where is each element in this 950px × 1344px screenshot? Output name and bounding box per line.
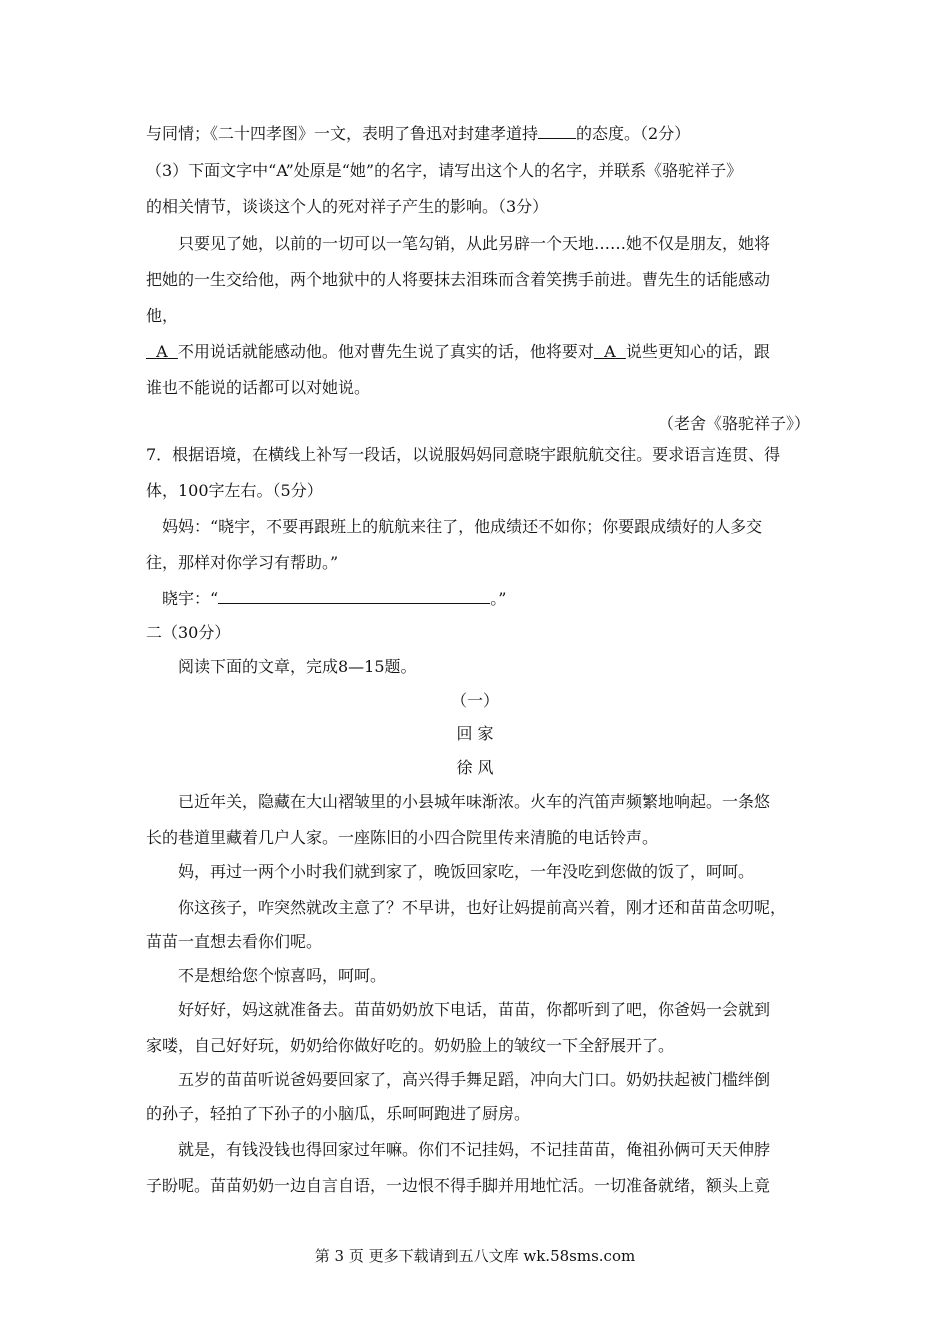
excerpt-line: 他， [146,306,179,325]
text-line: 的相关情节，谈谈这个人的死对祥子产生的影响。（3分） [146,197,549,216]
question-3: （3）下面文字中“A”处原是“她”的名字，请写出这个人的名字，并联系《骆驼祥子》 [146,161,743,180]
excerpt-source: （老舍《骆驼祥子》） [657,414,810,433]
article-line: 不是想给您个惊喜吗，呵呵。 [178,966,387,985]
dialogue-line: 往，那样对你学习有帮助。” [146,553,339,572]
section-heading: 二（30分） [146,623,231,642]
article-line: 妈，再过一两个小时我们就到家了，晚饭回家吃，一年没吃到您做的饭了，呵呵。 [178,862,755,881]
dialogue-line: 妈妈：“晓宇，不要再跟班上的航航来往了，他成绩还不如你；你要跟成绩好的人多交 [162,517,763,536]
article-line: 已近年关，隐藏在大山褶皱里的小县城年味渐浓。火车的汽笛声频繁地响起。一条悠 [178,792,771,811]
answer-blank[interactable] [218,588,490,604]
article-line: 苗苗一直想去看你们呢。 [146,932,323,951]
article-line: 长的巷道里藏着几户人家。一座陈旧的小四合院里传来清脆的电话铃声。 [146,828,659,847]
excerpt-line: 把她的一生交给他，两个地狱中的人将要抹去泪珠而含着笑携手前进。曹先生的话能感动 [146,270,771,289]
part-label: （一） [450,691,499,710]
text-line: 与同情；《二十四孝图》一文，表明了鲁迅对封建孝道持 的态度。（2分） [146,124,691,143]
article-line: 好好好，妈这就准备去。苗苗奶奶放下电话，苗苗，你都听到了吧，你爸妈一会就到 [178,1000,771,1019]
answer-line: 晓宇：“ 。” [162,589,507,608]
article-line: 子盼呢。苗苗奶奶一边自言自语，一边恨不得手脚并用地忙活。一切准备就绪，额头上竟 [146,1176,771,1195]
article-line: 的孙子，轻拍了下孙子的小脑瓜，乐呵呵跑进了厨房。 [146,1104,531,1123]
excerpt-line: 只要见了她，以前的一切可以一笔勾销，从此另辟一个天地……她不仅是朋友，她将 [178,234,771,253]
article-line: 就是，有钱没钱也得回家过年嘛。你们不记挂妈，不记挂苗苗，俺祖孙俩可天天伸脖 [178,1140,771,1159]
article-line: 五岁的苗苗听说爸妈要回家了，高兴得手舞足蹈，冲向大门口。奶奶扶起被门槛绊倒 [178,1070,771,1089]
text-line: 体，100字左右。（5分） [146,481,323,500]
question-7: 7．根据语境，在横线上补写一段话，以说服妈妈同意晓宇跟航航交往。要求语言连贯、得 [146,445,781,464]
article-line: 家喽，自己好好玩，奶奶给你做好吃的。奶奶脸上的皱纹一下全舒展开了。 [146,1036,675,1055]
excerpt-line: A 不用说话就能感动他。他对曹先生说了真实的话，他将要对 A 说些更知心的话，跟 [146,341,770,363]
article-author: 徐 风 [456,758,494,777]
article-title: 回 家 [456,724,494,743]
excerpt-line: 谁也不能说的话都可以对她说。 [146,378,371,397]
fill-blank[interactable] [538,123,576,139]
article-line: 你这孩子，咋突然就改主意了？不早讲，也好让妈提前高兴着，刚才还和苗苗念叨呢， [178,898,787,917]
placeholder-a: A [156,342,168,361]
instruction: 阅读下面的文章，完成8—15题。 [178,657,417,676]
placeholder-a: A [604,342,616,361]
page-footer: 第 3 页 更多下载请到五八文库 wk.58sms.com [314,1247,636,1265]
